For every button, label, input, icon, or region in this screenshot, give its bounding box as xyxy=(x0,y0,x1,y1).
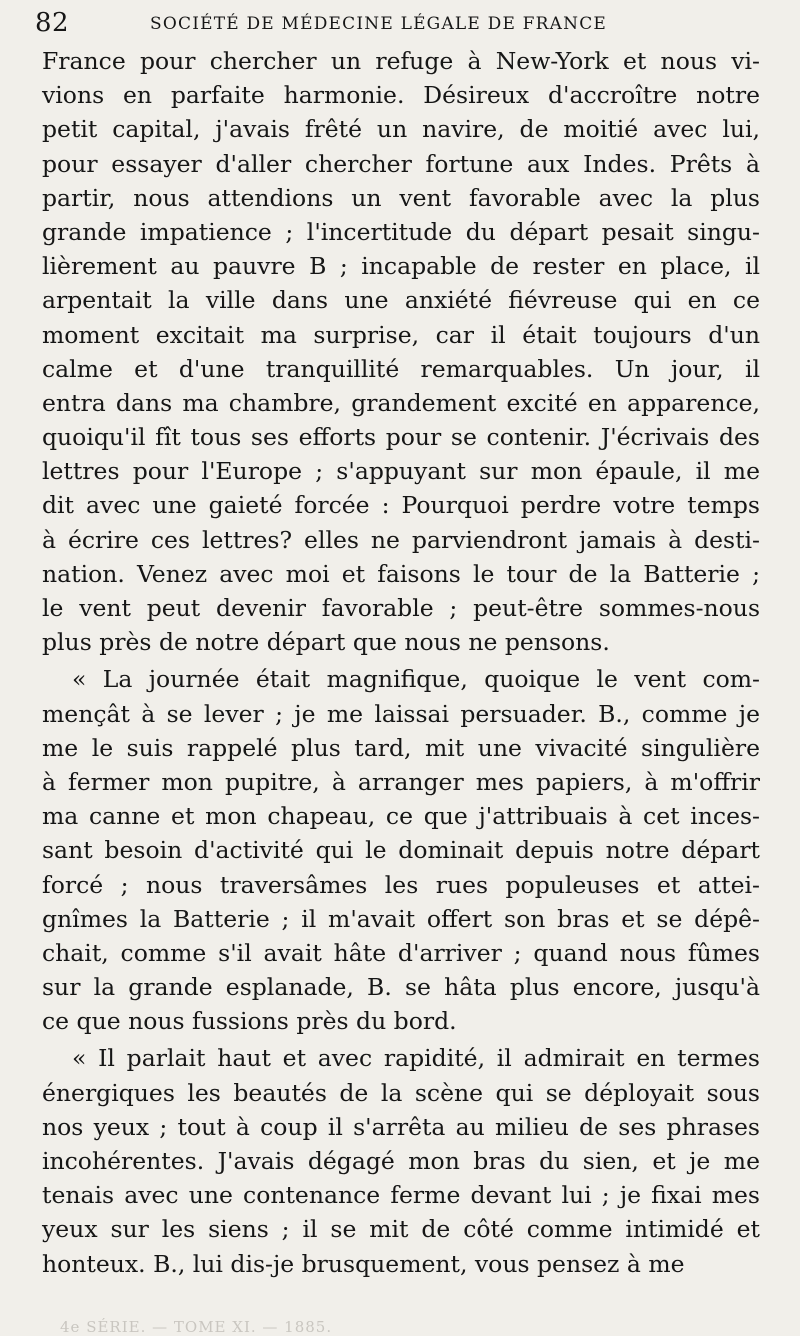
text-line: vions en parfaite harmonie. Désireux d'accroître notre xyxy=(42,81,760,110)
text-line: quoiqu'il fît tous ses efforts pour se contenir. J'écrivais des xyxy=(42,423,760,452)
text-line: nos yeux ; tout à coup il s'arrêta au milieu de ses phrases xyxy=(42,1112,760,1141)
text-line: petit capital, j'avais frêté un navire, de moitié avec lui, xyxy=(42,115,760,144)
page-number: 82 xyxy=(35,8,70,38)
text-line: dit avec une gaieté forcée : Pourquoi perdre votre temps xyxy=(42,491,760,520)
paragraph xyxy=(42,662,760,1038)
page-header xyxy=(35,8,755,42)
text-line: grande impatience ; l'incertitude du départ pesait singu- xyxy=(42,217,760,246)
body-text xyxy=(42,44,760,1281)
text-line: moment excitait ma surprise, car il était toujours d'un xyxy=(42,320,760,349)
text-line: honteux. B., lui dis-je brusquement, vous pensez à me xyxy=(42,1249,685,1278)
text-line: à écrire ces lettres? elles ne parviendront jamais à desti- xyxy=(42,525,760,554)
text-line: nation. Venez avec moi et faisons le tour de la Batterie ; xyxy=(42,559,760,588)
text-line: à fermer mon pupitre, à arranger mes papiers, à m'offrir xyxy=(42,767,760,796)
text-line: plus près de notre départ que nous ne pensons. xyxy=(42,628,610,657)
text-line: mençât à se lever ; je me laissai persuader. B., comme je xyxy=(42,699,760,728)
text-line: arpentait la ville dans une anxiété fiévreuse qui en ce xyxy=(42,286,760,315)
text-line: le vent peut devenir favorable ; peut-être sommes-nous xyxy=(42,594,760,622)
text-line: sur la grande esplanade, B. se hâta plus encore, jusqu'à xyxy=(42,973,760,1002)
paragraph xyxy=(42,44,760,659)
text-line: yeux sur les siens ; il se mit de côté comme intimidé et xyxy=(42,1215,760,1244)
text-line: tenais avec une contenance ferme devant lui ; je fixai mes xyxy=(42,1181,760,1210)
text-line: ce que nous fussions près du bord. xyxy=(42,1007,457,1036)
text-line: lièrement au pauvre B ; incapable de rester en place, il xyxy=(42,252,760,281)
text-line: pour essayer d'aller chercher fortune aux Indes. Prêts à xyxy=(42,149,760,178)
text-line: ma canne et mon chapeau, ce que j'attribuais à cet inces- xyxy=(42,802,760,831)
text-line: calme et d'une tranquillité remarquables. Un jour, il xyxy=(42,354,760,383)
text-line: lettres pour l'Europe ; s'appuyant sur mon épaule, il me xyxy=(42,457,760,486)
text-line: France pour chercher un refuge à New-York et nous vi- xyxy=(42,47,760,75)
text-line: gnîmes la Batterie ; il m'avait offert son bras et se dépê- xyxy=(42,904,760,933)
text-line: « La journée était magnifique, quoique le vent com- xyxy=(72,665,760,694)
text-line: « Il parlait haut et avec rapidité, il admirait en termes xyxy=(72,1044,760,1073)
running-head: SOCIÉTÉ DE MÉDECINE LÉGALE DE FRANCE xyxy=(150,14,608,34)
text-line: me le suis rappelé plus tard, mit une vivacité singulière xyxy=(42,733,760,762)
text-line: entra dans ma chambre, grandement excité en apparence, xyxy=(42,388,760,417)
text-line: partir, nous attendions un vent favorable avec la plus xyxy=(42,183,760,212)
text-line: énergiques les beautés de la scène qui se déployait sous xyxy=(42,1078,760,1107)
paragraph xyxy=(42,1041,760,1280)
text-line: sant besoin d'activité qui le dominait depuis notre départ xyxy=(42,836,760,865)
footer-signature: 4e SÉRIE. — TOME XI. — 1885. xyxy=(60,1318,333,1336)
text-line: incohérentes. J'avais dégagé mon bras du sien, et je me xyxy=(42,1147,760,1175)
text-line: chait, comme s'il avait hâte d'arriver ; quand nous fûmes xyxy=(42,938,760,967)
text-line: forcé ; nous traversâmes les rues populeuses et attei- xyxy=(42,870,760,899)
